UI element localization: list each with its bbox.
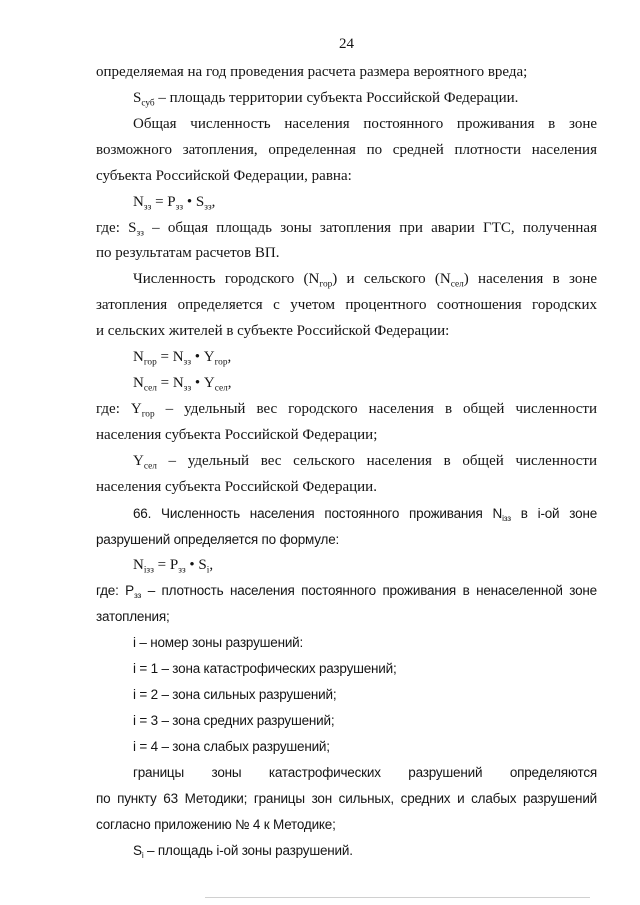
subscript: сел: [214, 383, 228, 394]
subscript: зз: [136, 227, 144, 238]
text-line: [96, 293, 597, 319]
text-segment: • S: [185, 556, 207, 573]
subscript: iзз: [143, 564, 154, 575]
text-segment: • Y: [191, 349, 215, 366]
text-segment: населения субъекта Российской Федерации;: [96, 426, 378, 443]
list-item: [96, 734, 597, 760]
text-segment: – площадь i-ой зоны разрушений.: [143, 842, 353, 858]
text-line: [96, 86, 597, 112]
text-segment: – общая площадь зоны затопления при аварии ГТС, полученная: [143, 219, 597, 236]
text-segment: Общая численность населения постоянного проживания в зоне: [133, 115, 597, 132]
text-segment: i = 1 – зона катастрофических разрушений;: [133, 661, 397, 677]
text-segment: S: [133, 842, 142, 858]
text-line: [96, 527, 597, 553]
subscript: зз: [183, 357, 191, 368]
text-segment: N: [133, 193, 144, 210]
subscript: зз: [134, 590, 142, 601]
subscript: гор: [214, 357, 228, 368]
text-segment: • S: [183, 193, 205, 210]
text-line: [96, 60, 597, 86]
text-segment: разрушений определяется по формуле:: [96, 531, 340, 547]
subscript: гор: [143, 357, 157, 368]
text-line: [96, 812, 597, 838]
subscript: i: [206, 564, 210, 575]
text-segment: ) населения в зоне: [463, 271, 597, 288]
text-line: [96, 578, 597, 604]
formula-line: [96, 371, 597, 397]
text-line: [96, 760, 597, 786]
text-segment: ) и сельского (N: [332, 271, 451, 288]
text-segment: где: S: [96, 219, 137, 236]
text-segment: N: [133, 556, 144, 573]
text-segment: i – номер зоны разрушений:: [133, 635, 304, 651]
text-segment: ,: [227, 349, 232, 366]
text-segment: по результатам расчетов ВП.: [96, 245, 280, 262]
text-segment: – удельный вес городского населения в общей численности: [154, 400, 597, 417]
text-segment: и сельских жителей в субъекте Российской Федерации:: [96, 323, 450, 340]
text-segment: – площадь территории субъекта Российской Федерации.: [154, 89, 519, 106]
subscript: гор: [319, 279, 333, 290]
text-segment: где: Y: [96, 400, 142, 417]
list-item: [96, 656, 597, 682]
text-segment: • Y: [191, 375, 215, 392]
text-segment: населения субъекта Российской Федерации.: [96, 478, 377, 495]
text-line: [96, 786, 597, 812]
text-line: [96, 164, 597, 190]
text-segment: границы зоны катастрофических разрушений определяются: [133, 764, 597, 780]
text-segment: i = 4 – зона слабых разрушений;: [133, 738, 330, 754]
text-segment: затопления;: [96, 609, 170, 625]
text-line: [96, 449, 597, 475]
text-segment: Y: [133, 452, 144, 469]
text-segment: N: [133, 349, 144, 366]
text-segment: согласно приложению № 4 к Методике;: [96, 816, 336, 832]
text-segment: возможного затопления, определенная по средней плотности населения: [96, 141, 597, 158]
subscript: зз: [178, 564, 186, 575]
text-segment: – плотность населения постоянного проживания в ненаселенной зоне: [141, 583, 597, 599]
text-segment: 66. Численность населения постоянного проживания N: [133, 505, 503, 521]
text-segment: Численность городского (N: [133, 271, 320, 288]
text-line: [96, 112, 597, 138]
text-segment: ,: [209, 556, 214, 573]
formula-line: [96, 345, 597, 371]
subscript: сел: [143, 383, 157, 394]
formula-line: [96, 190, 597, 216]
subscript: зз: [175, 201, 184, 212]
text-segment: = P: [151, 193, 176, 210]
scan-edge-line: [205, 897, 590, 898]
text-segment: N: [133, 375, 144, 392]
list-item: [96, 630, 597, 656]
text-segment: i = 3 – зона средних разрушений;: [133, 713, 335, 729]
text-line: [96, 604, 597, 630]
page-number: 24: [339, 36, 354, 52]
text-segment: ,: [211, 193, 216, 210]
subscript: сел: [450, 279, 464, 290]
text-line: [96, 838, 597, 864]
subscript: зз: [183, 383, 192, 394]
text-segment: в i-ой зоне: [510, 505, 597, 521]
formula-line: [96, 553, 597, 579]
text-line: [96, 241, 597, 267]
text-line: [96, 319, 597, 345]
text-segment: затопления определяется с учетом процентного соотношения городских: [96, 297, 597, 314]
text-segment: i = 2 – зона сильных разрушений;: [133, 687, 337, 703]
text-segment: по пункту 63 Методики; границы зон сильных, средних и слабых разрушений: [96, 790, 597, 806]
document-body: [96, 60, 597, 864]
text-line: [96, 501, 597, 527]
text-line: [96, 423, 597, 449]
text-line: [96, 138, 597, 164]
subscript: iзз: [502, 512, 511, 523]
text-segment: субъекта Российской Федерации, равна:: [96, 167, 352, 184]
text-segment: где: P: [96, 583, 134, 599]
text-segment: = P: [153, 556, 179, 573]
subscript: зз: [204, 201, 212, 212]
list-item: [96, 708, 597, 734]
text-segment: – удельный вес сельского населения в общей численности: [156, 452, 597, 469]
text-line: [96, 216, 597, 242]
subscript: гор: [141, 409, 155, 420]
text-segment: определяемая на год проведения расчета размера вероятного вреда;: [96, 64, 528, 80]
subscript: i: [141, 849, 144, 860]
text-line: [96, 397, 597, 423]
text-segment: = N: [156, 375, 184, 392]
text-segment: = N: [156, 349, 184, 366]
text-line: [96, 475, 597, 501]
subscript: суб: [141, 98, 155, 109]
subscript: сел: [143, 461, 157, 472]
subscript: зз: [143, 201, 152, 212]
text-line: [96, 267, 597, 293]
list-item: [96, 682, 597, 708]
text-segment: ,: [227, 375, 232, 392]
text-segment: S: [133, 89, 142, 106]
